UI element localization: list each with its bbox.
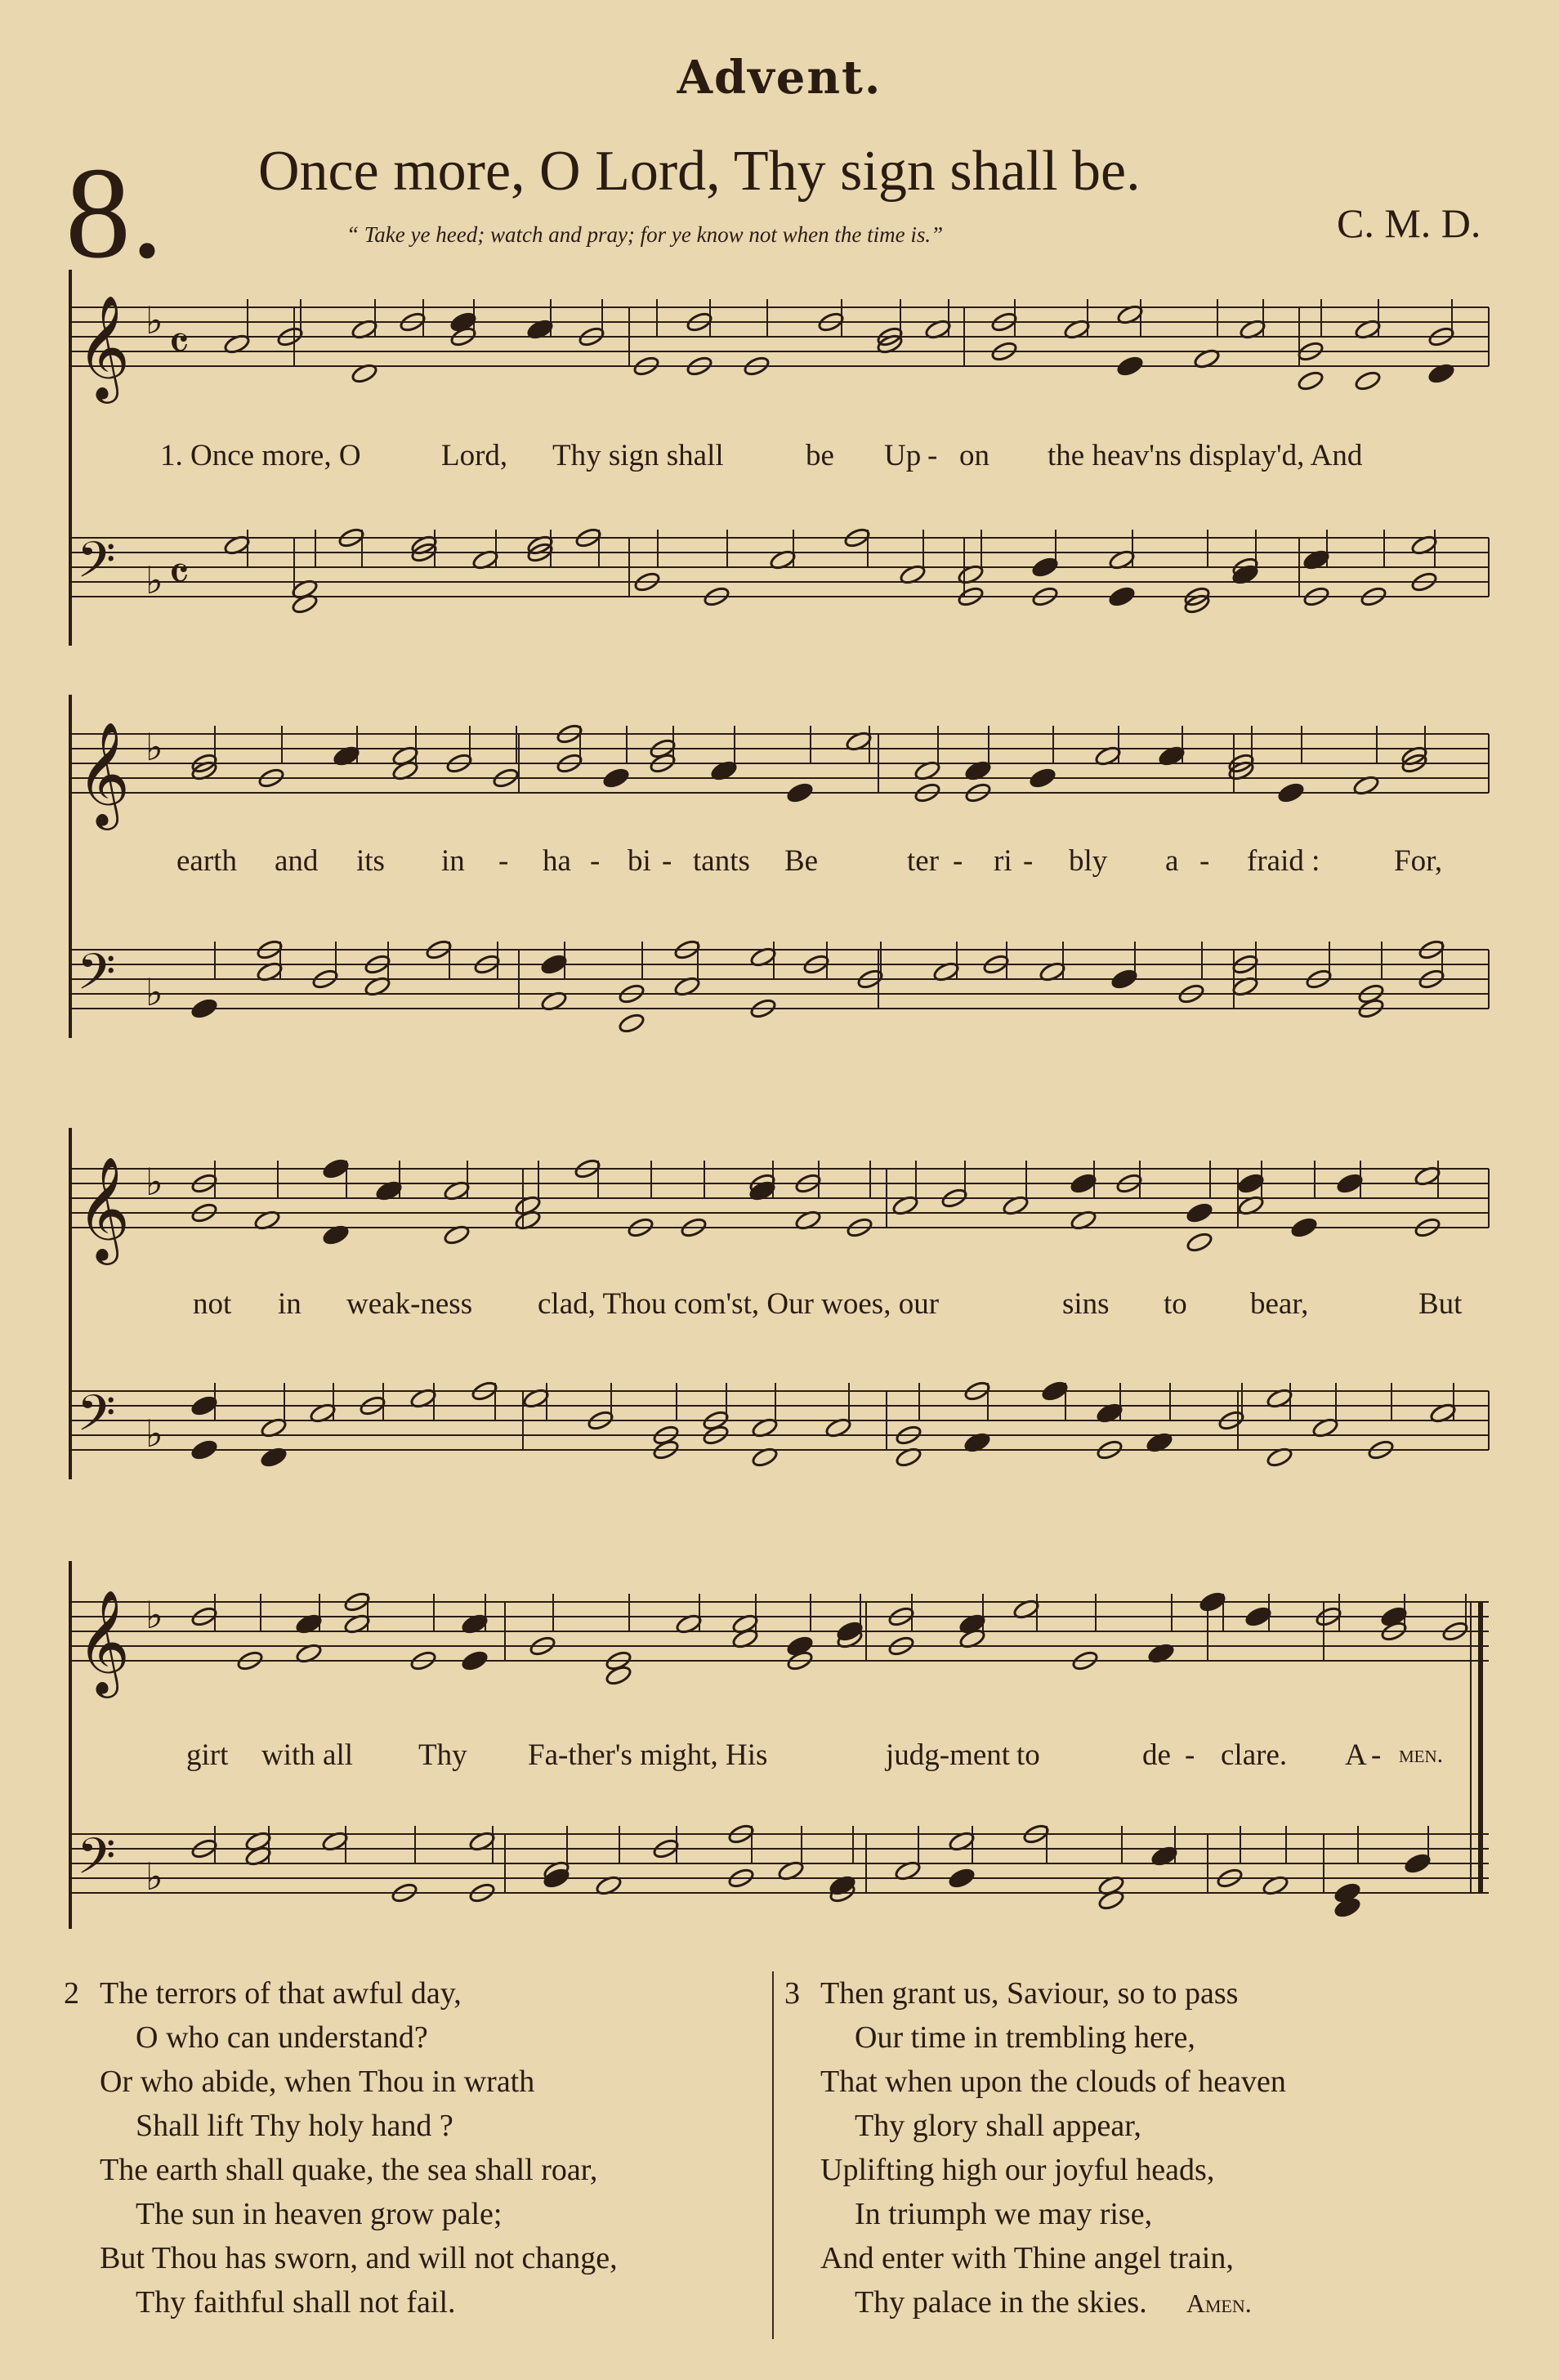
verse-line: The sun in heaven grow pale; [136, 2197, 503, 2231]
flat-icon: ♭ [145, 1411, 163, 1456]
verse-line: O who can understand? [136, 2020, 428, 2055]
verse-line: Thy palace in the skies. [855, 2285, 1147, 2320]
note-head [1199, 1590, 1226, 1613]
note-head [190, 1438, 218, 1461]
lyric-word: ri [994, 844, 1012, 878]
note-head [1041, 1380, 1069, 1402]
note-head [1277, 781, 1305, 803]
note-head [1290, 1216, 1318, 1238]
note-head [1108, 585, 1136, 607]
lyric-word: - [1371, 1738, 1382, 1772]
lyric-word: de [1142, 1738, 1171, 1772]
bass-clef-icon: 𝄢 [77, 531, 116, 602]
lyric-word: - [1185, 1738, 1195, 1772]
lyric-word: men. [1399, 1741, 1444, 1768]
verse-line: Or who abide, when Thou in wrath [100, 2065, 535, 2099]
note-head [540, 953, 568, 975]
note-head [1336, 1172, 1364, 1194]
amen-label: Amen. [1186, 2288, 1252, 2318]
treble-clef-icon: 𝄞 [77, 294, 131, 399]
lyric-word: bly [1069, 844, 1108, 878]
note-head [322, 1157, 350, 1179]
season-heading: Advent. [677, 51, 882, 105]
column-divider [772, 1971, 774, 2339]
lyric-word: - [590, 844, 601, 878]
verse-line: Then grant us, Saviour, so to pass [820, 1976, 1239, 2011]
lyric-line-3 [0, 1286, 1559, 1327]
note-head [1404, 1852, 1432, 1874]
note-head [1244, 1605, 1272, 1627]
note-head [461, 1649, 489, 1671]
lyric-word: fraid : [1247, 844, 1320, 878]
scripture-motto: “ Take ye heed; watch and pray; for ye know not when the time is.” [346, 222, 944, 247]
lyric-word: 1. Once more, O [160, 439, 361, 472]
verse-line: But Thou has sworn, and will not change, [100, 2241, 618, 2275]
lyric-word: Thy sign shall [552, 439, 724, 472]
verse-line: Shall lift Thy holy hand ? [136, 2109, 453, 2143]
lyric-word: clad, Thou com'st, Our woes, our [538, 1287, 940, 1321]
note-head [1297, 369, 1324, 391]
note-head [1237, 1172, 1265, 1194]
lyric-word: tants [693, 844, 750, 878]
note-head [1031, 556, 1059, 578]
lyric-word: Be [784, 844, 819, 878]
treble-clef-icon: 𝄞 [77, 1156, 131, 1260]
note-head [1354, 369, 1382, 391]
lyric-word: Up [884, 439, 922, 472]
lyric-line-4 [0, 1738, 1559, 1778]
lyric-word: A [1345, 1738, 1367, 1772]
verse-line: In triumph we may rise, [855, 2197, 1153, 2231]
verse-number: 2 [64, 1976, 79, 2011]
verse-line: The earth shall quake, the sea shall roar, [100, 2153, 598, 2187]
hymn-number: 8. [65, 140, 163, 285]
note-head [602, 767, 630, 789]
lyric-word: sins [1062, 1287, 1110, 1321]
lyric-word: But [1418, 1287, 1463, 1321]
treble-clef-icon: 𝄞 [77, 1589, 131, 1693]
treble-clef-icon: 𝄞 [77, 721, 131, 825]
lyric-word: on [959, 439, 989, 472]
lyric-word: the heav'ns display'd, And [1048, 439, 1363, 472]
note-head [1029, 767, 1056, 789]
note-head [1116, 355, 1144, 377]
lyric-word: in [441, 844, 465, 878]
note-head [1186, 1201, 1213, 1224]
lyric-word: with all [261, 1738, 354, 1772]
hymn-title: Once more, O Lord, Thy sign shall be. [258, 140, 1141, 203]
common-time-icon: 𝄴 [168, 315, 190, 371]
verse-line: That when upon the clouds of heaven [820, 2065, 1286, 2099]
lyric-word: bear, [1250, 1287, 1309, 1321]
lyric-word: ha [543, 844, 571, 878]
lyric-word: - [1023, 844, 1034, 878]
lyric-word: in [278, 1287, 302, 1321]
note-head [190, 997, 218, 1019]
note-head [1110, 968, 1138, 990]
note-head [948, 1867, 976, 1889]
note-head [618, 1012, 645, 1034]
flat-icon: ♭ [145, 1854, 163, 1899]
verse-2 [64, 1971, 618, 2324]
hymn-meter: C. M. D. [1337, 200, 1481, 246]
flat-icon: ♭ [145, 970, 163, 1014]
note-head [190, 1394, 218, 1416]
lyric-word: earth [176, 844, 237, 878]
lyric-word: be [806, 439, 834, 472]
lyric-word: Thy [418, 1738, 467, 1772]
lyric-word: - [662, 844, 672, 878]
note-head [786, 781, 814, 803]
verse-line: The terrors of that awful day, [100, 1976, 462, 2011]
verse-line: Uplifting high our joyful heads, [820, 2153, 1215, 2187]
lyric-word: clare. [1221, 1738, 1288, 1772]
lyric-word: - [927, 439, 938, 472]
lyric-word: weak-ness [346, 1287, 473, 1321]
lyric-word: to [1016, 1738, 1040, 1772]
lyric-word: - [498, 844, 509, 878]
verse-line: Our time in trembling here, [855, 2020, 1195, 2055]
lyric-word: - [1199, 844, 1210, 878]
lyric-word: ter [907, 844, 940, 878]
lyric-word: not [193, 1287, 232, 1321]
lyric-word: Fa-ther's might, His [528, 1738, 768, 1772]
common-time-icon: 𝄴 [168, 546, 190, 602]
lyric-word: girt [186, 1738, 229, 1772]
verse-line: Thy glory shall appear, [855, 2109, 1141, 2143]
lyric-word: a [1165, 844, 1179, 878]
lyric-word: Lord, [441, 439, 508, 472]
verse-3 [784, 1971, 1286, 2324]
flat-icon: ♭ [145, 298, 163, 342]
flat-icon: ♭ [145, 725, 163, 769]
bass-clef-icon: 𝄢 [77, 1385, 116, 1455]
note-head [1070, 1172, 1097, 1194]
flat-icon: ♭ [145, 1160, 163, 1204]
verse-line: And enter with Thine angel train, [820, 2241, 1234, 2275]
lyric-word: judg-ment [886, 1738, 1011, 1772]
flat-icon: ♭ [145, 558, 163, 602]
lyric-word: its [356, 844, 385, 878]
note-head [1186, 1231, 1213, 1253]
lyric-line-2 [0, 843, 1559, 884]
lyric-line-1 [0, 438, 1559, 479]
lyric-word: to [1164, 1287, 1187, 1321]
bass-clef-icon: 𝄢 [77, 1828, 116, 1898]
lyric-word: and [275, 844, 319, 878]
lyric-word: bi [628, 844, 651, 878]
lyric-word: - [953, 844, 963, 878]
bass-clef-icon: 𝄢 [77, 943, 116, 1013]
verse-number: 3 [784, 1976, 800, 2011]
lyric-word: For, [1394, 844, 1443, 878]
flat-icon: ♭ [145, 1593, 163, 1637]
verse-line: Thy faithful shall not fail. [136, 2285, 456, 2320]
